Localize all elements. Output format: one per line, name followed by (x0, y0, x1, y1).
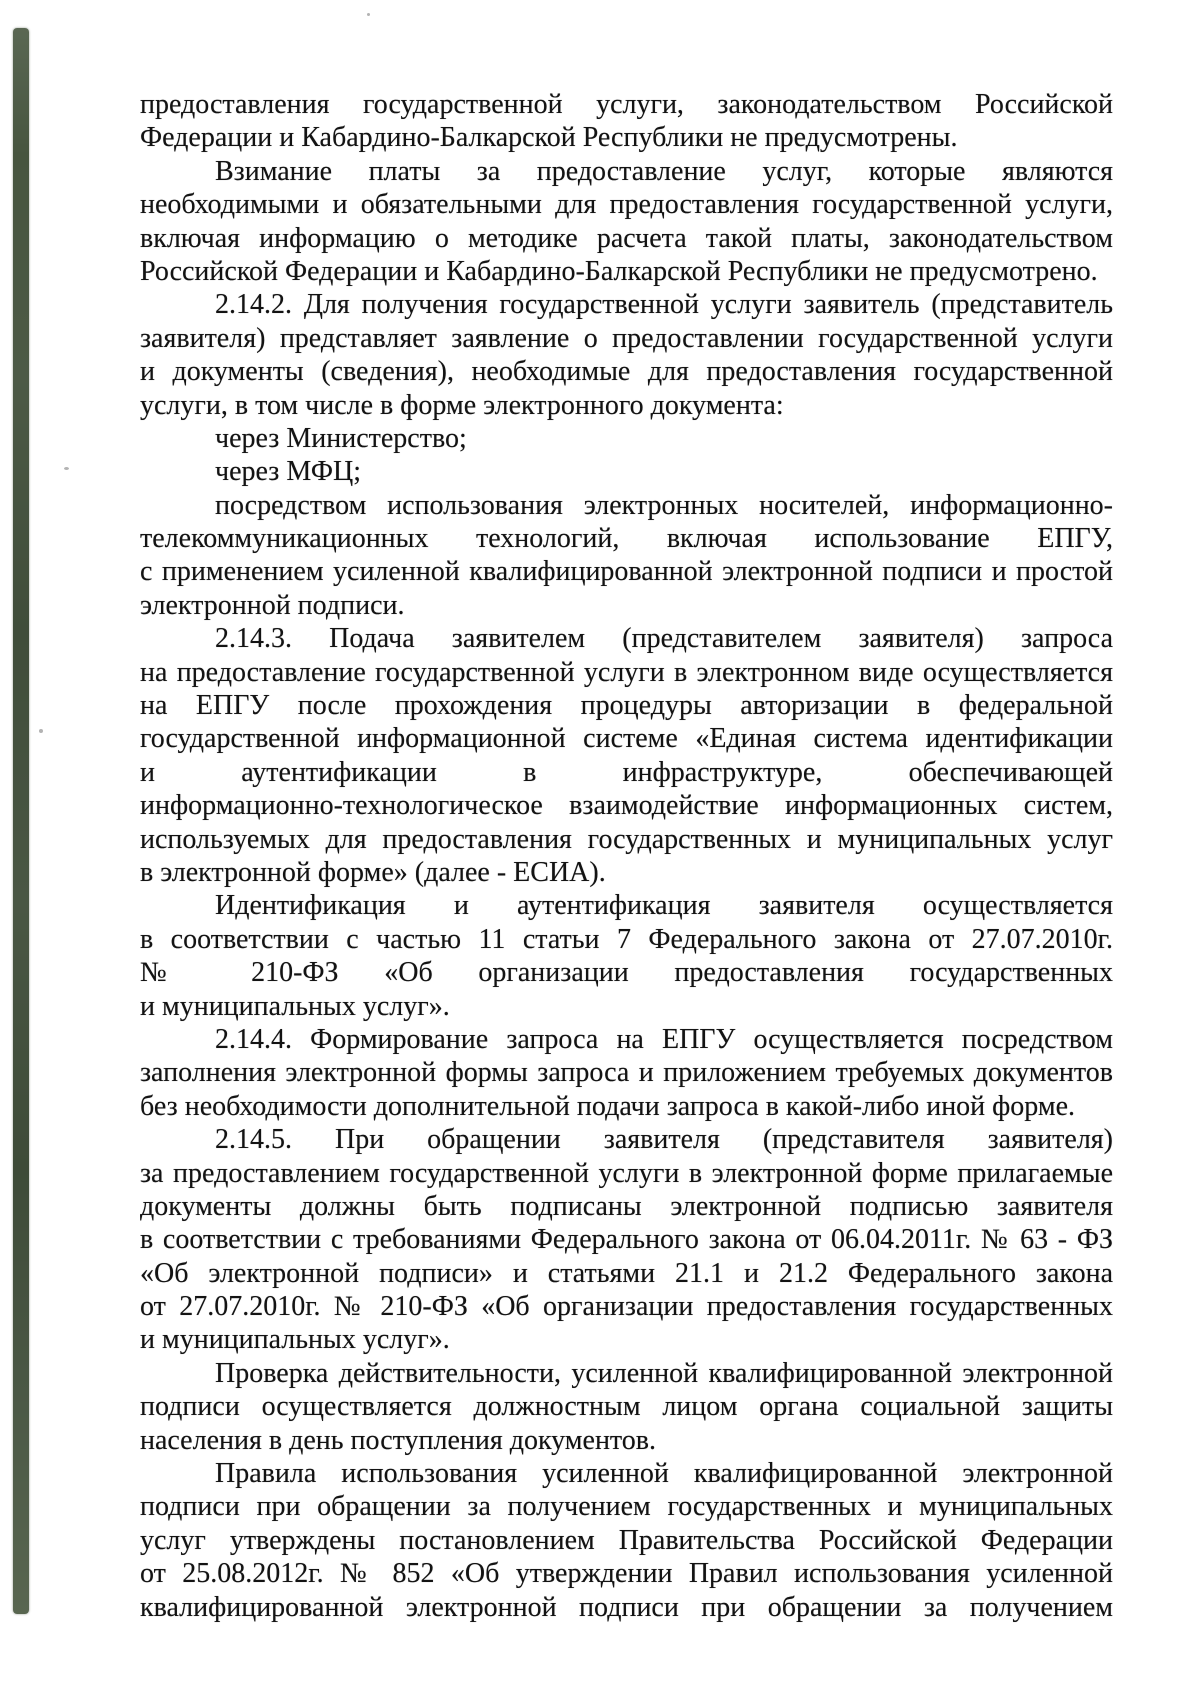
text-line: Проверка действительности, усиленной квалифицированной электронной (215, 1357, 1113, 1389)
text-line: и муниципальных услуг». (140, 990, 450, 1022)
text-line: на ЕПГУ после прохождения процедуры авторизации в федеральной (140, 690, 1113, 722)
text-line: посредством использования электронных носителей, информационно- (215, 489, 1113, 521)
text-line: 2.14.4. Формирование запроса на ЕПГУ осуществляется посредством (215, 1023, 1113, 1055)
text-line: Правила использования усиленной квалифицированной электронной (215, 1458, 1113, 1490)
text-line: Российской Федерации и Кабардино-Балкарской Республики не предусмотрено. (140, 255, 1098, 287)
text-line: Федерации и Кабардино-Балкарской Республики не предусмотрены. (140, 122, 958, 154)
text-line: телекоммуникационных технологий, включая использование ЕПГУ, (140, 523, 1113, 555)
text-line: в электронной форме» (далее - ЕСИА). (140, 856, 606, 888)
document-text-block (140, 88, 1113, 1624)
text-line: заполнения электронной формы запроса и приложением требуемых документов (140, 1057, 1113, 1089)
text-line: используемых для предоставления государственных и муниципальных услуг (140, 823, 1113, 855)
text-line: предоставления государственной услуги, законодательством Российской (140, 89, 1113, 120)
text-line: № 210-ФЗ «Об организации предоставления государственных (140, 957, 1113, 989)
scan-speck (64, 467, 69, 470)
text-line: 2.14.3. Подача заявителем (представителем заявителя) запроса (215, 623, 1113, 655)
text-line: в соответствии с требованиями Федерального закона от 06.04.2011г. № 63 - ФЗ (140, 1224, 1113, 1256)
text-line: услуг утверждены постановлением Правительства Российской Федерации (140, 1524, 1113, 1556)
text-line: документы должны быть подписаны электронной подписью заявителя (140, 1190, 1113, 1222)
text-line: государственной информационной системе «Единая система идентификации (140, 723, 1113, 755)
text-line: и документы (сведения), необходимые для предоставления государственной (140, 356, 1113, 388)
text-line: необходимыми и обязательными для предоставления государственной услуги, (140, 189, 1113, 221)
text-line: через МФЦ; (215, 456, 361, 488)
text-line: информационно-технологическое взаимодействие информационных систем, (140, 790, 1113, 822)
text-line: от 25.08.2012г. № 852 «Об утверждении Правил использования усиленной (140, 1558, 1113, 1590)
text-line: квалифицированной электронной подписи при обращении за получением (140, 1591, 1113, 1623)
text-line: Идентификация и аутентификация заявителя осуществляется (215, 890, 1113, 922)
text-line: и аутентификации в инфраструктуре, обеспечивающей (140, 756, 1113, 788)
text-line: и муниципальных услуг». (140, 1324, 450, 1356)
text-line: Взимание платы за предоставление услуг, которые являются (215, 155, 1113, 187)
text-line: подписи при обращении за получением государственных и муниципальных (140, 1491, 1113, 1523)
text-line: с применением усиленной квалифицированной электронной подписи и простой (140, 556, 1113, 588)
text-line: электронной подписи. (140, 589, 405, 621)
text-line: от 27.07.2010г. № 210-ФЗ «Об организации предоставления государственных (140, 1291, 1113, 1323)
scan-speck (367, 13, 370, 16)
text-line: на предоставление государственной услуги в электронном виде осуществляется (140, 656, 1113, 688)
scan-edge-bar (13, 28, 29, 1614)
text-line: услуги, в том числе в форме электронного документа: (140, 389, 784, 421)
text-line: 2.14.5. При обращении заявителя (представителя заявителя) (215, 1124, 1113, 1156)
text-line: включая информацию о методике расчета такой платы, законодательством (140, 222, 1113, 254)
text-line: за предоставлением государственной услуги в электронной форме прилагаемые (140, 1157, 1113, 1189)
text-line: заявителя) представляет заявление о предоставлении государственной услуги (140, 322, 1113, 354)
text-line: через Министерство; (215, 422, 467, 454)
text-line: 2.14.2. Для получения государственной услуги заявитель (представитель (215, 289, 1113, 321)
text-line: «Об электронной подписи» и статьями 21.1 и 21.2 Федерального закона (140, 1257, 1113, 1289)
text-line: в соответствии с частью 11 статьи 7 Федерального закона от 27.07.2010г. (140, 923, 1113, 955)
text-line: без необходимости дополнительной подачи запроса в какой-либо иной форме. (140, 1090, 1076, 1122)
text-line: населения в день поступления документов. (140, 1424, 657, 1456)
text-line: подписи осуществляется должностным лицом органа социальной защиты (140, 1391, 1113, 1423)
scan-speck (39, 729, 43, 733)
